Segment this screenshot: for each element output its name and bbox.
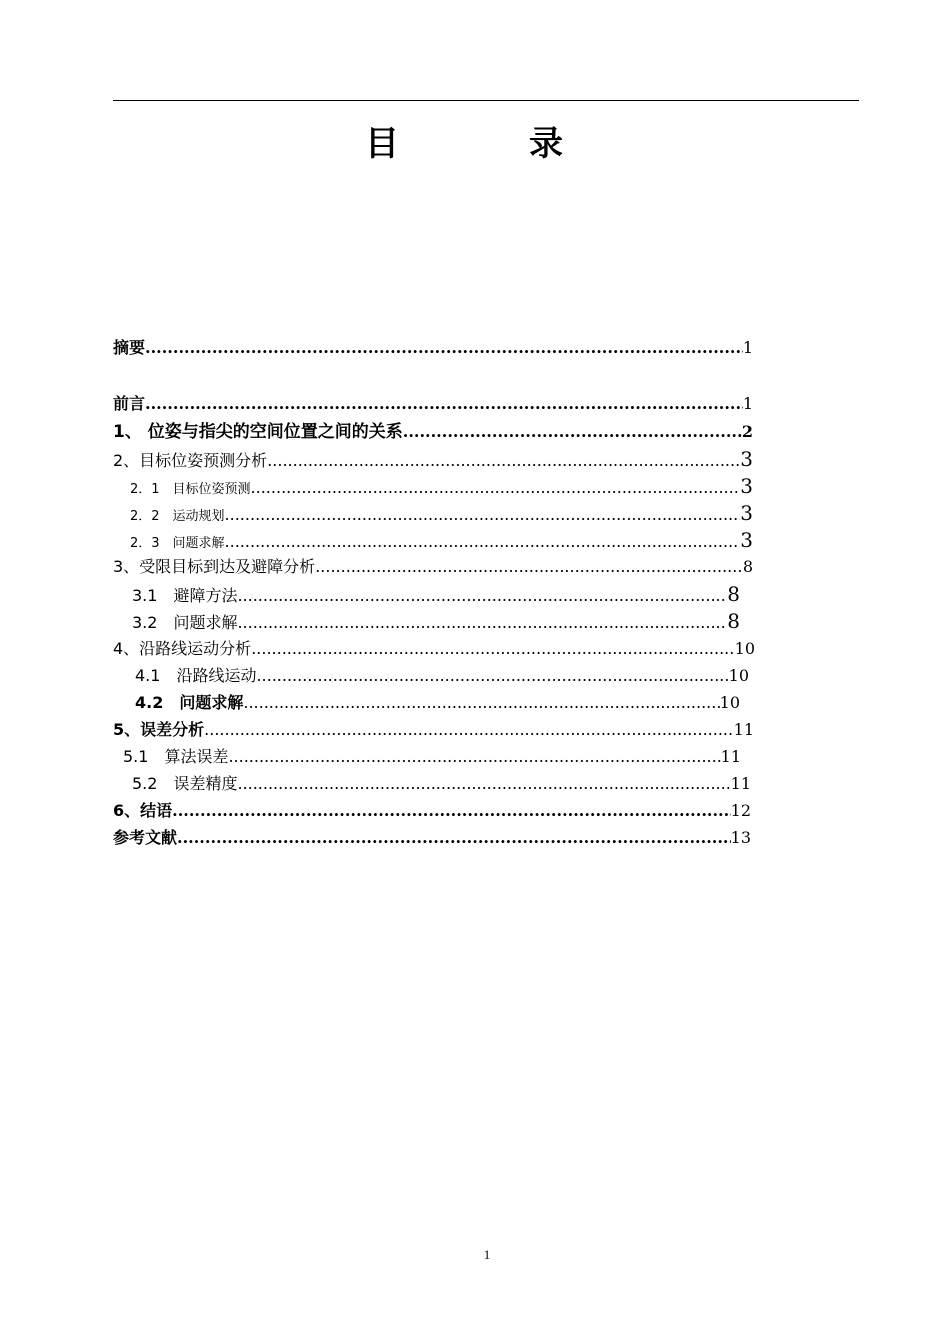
toc-leader-dots bbox=[315, 556, 743, 578]
toc-entry-page: 11 bbox=[733, 720, 754, 739]
toc-entry-page: 3 bbox=[740, 501, 753, 525]
toc-entry-page: 11 bbox=[720, 747, 741, 766]
toc-entry-label: 2．2 运动规划 bbox=[130, 509, 225, 524]
toc-entry-page: 1 bbox=[742, 394, 753, 413]
toc-leader-dots bbox=[237, 773, 730, 795]
toc-entry-page: 8 bbox=[742, 557, 753, 576]
toc-entry-section-5[interactable] bbox=[113, 719, 754, 741]
toc-entry-section-4-2[interactable] bbox=[135, 692, 740, 714]
toc-entry-label: 4.1 沿路线运动 bbox=[135, 666, 257, 685]
toc-entry-section-2-2[interactable] bbox=[130, 502, 753, 524]
toc-entry-section-3-2[interactable] bbox=[132, 610, 740, 632]
toc-leader-dots bbox=[225, 504, 741, 526]
toc-entry-label: 3.2 问题求解 bbox=[132, 613, 238, 632]
toc-entry-page: 10 bbox=[719, 693, 740, 712]
toc-entry-section-2[interactable] bbox=[113, 448, 753, 470]
toc-leader-dots bbox=[145, 393, 743, 415]
toc-entry-section-4[interactable] bbox=[113, 638, 755, 660]
toc-leader-dots bbox=[251, 638, 734, 660]
toc-entry-section-3[interactable] bbox=[113, 556, 753, 578]
toc-leader-dots bbox=[237, 612, 727, 634]
toc-entry-label: 4.2 问题求解 bbox=[135, 693, 244, 712]
toc-entry-label: 摘要 bbox=[113, 338, 146, 357]
toc-entry-label: 5、误差分析 bbox=[113, 720, 205, 739]
toc-entry-label: 5.2 误差精度 bbox=[132, 774, 238, 793]
toc-leader-dots bbox=[204, 719, 734, 741]
page-title: 目 录 bbox=[365, 124, 611, 164]
toc-leader-dots bbox=[225, 531, 741, 553]
toc-entry-preface[interactable] bbox=[113, 393, 753, 415]
toc-entry-page: 2 bbox=[741, 422, 753, 441]
toc-entry-section-4-1[interactable] bbox=[135, 665, 749, 687]
toc-entry-label: 4、沿路线运动分析 bbox=[113, 639, 252, 658]
toc-entry-references[interactable] bbox=[113, 827, 751, 849]
toc-entry-page: 8 bbox=[727, 582, 740, 606]
toc-entry-page: 12 bbox=[730, 801, 751, 820]
footer-page-number: 1 bbox=[483, 1247, 491, 1262]
toc-entry-section-2-3[interactable] bbox=[130, 529, 753, 551]
toc-leader-dots bbox=[251, 477, 741, 499]
toc-leader-dots bbox=[403, 421, 742, 443]
toc-entry-page: 1 bbox=[742, 338, 753, 357]
toc-entry-label: 2、目标位姿预测分析 bbox=[113, 451, 268, 470]
toc-entry-label: 3、受限目标到达及避障分析 bbox=[113, 557, 316, 576]
toc-entry-section-1[interactable] bbox=[113, 421, 753, 443]
toc-entry-section-3-1[interactable] bbox=[132, 583, 740, 605]
toc-entry-label: 2．1 目标位姿预测 bbox=[130, 482, 251, 497]
toc-entry-section-6[interactable] bbox=[113, 800, 751, 822]
toc-entry-page: 3 bbox=[740, 528, 753, 552]
toc-entry-label: 3.1 避障方法 bbox=[132, 586, 238, 605]
toc-leader-dots bbox=[145, 337, 743, 359]
toc-entry-page: 10 bbox=[728, 666, 749, 685]
toc-entry-section-2-1[interactable] bbox=[130, 475, 753, 497]
toc-leader-dots bbox=[267, 450, 740, 472]
toc-entry-label: 参考文献 bbox=[113, 828, 178, 847]
header-rule bbox=[113, 100, 859, 101]
toc-entry-page: 8 bbox=[727, 609, 740, 633]
toc-entry-section-5-2[interactable] bbox=[132, 773, 751, 795]
toc-entry-label: 前言 bbox=[113, 394, 146, 413]
toc-entry-page: 13 bbox=[730, 828, 751, 847]
toc-leader-dots bbox=[177, 827, 731, 849]
toc-entry-label: 1、 位姿与指尖的空间位置之间的关系 bbox=[113, 422, 403, 442]
toc-entry-section-5-1[interactable] bbox=[123, 746, 741, 768]
toc-leader-dots bbox=[228, 746, 720, 768]
toc-entry-page: 3 bbox=[740, 447, 753, 471]
toc-entry-page: 10 bbox=[734, 639, 755, 658]
toc-leader-dots bbox=[256, 665, 728, 687]
toc-leader-dots bbox=[237, 585, 727, 607]
toc-leader-dots bbox=[243, 692, 719, 714]
toc-entry-page: 11 bbox=[730, 774, 751, 793]
toc-entry-label: 6、结语 bbox=[113, 801, 173, 820]
toc-entry-abstract[interactable] bbox=[113, 337, 753, 359]
toc-entry-label: 5.1 算法误差 bbox=[123, 747, 229, 766]
toc-leader-dots bbox=[172, 800, 731, 822]
toc-entry-page: 3 bbox=[740, 474, 753, 498]
toc-entry-label: 2．3 问题求解 bbox=[130, 536, 225, 551]
